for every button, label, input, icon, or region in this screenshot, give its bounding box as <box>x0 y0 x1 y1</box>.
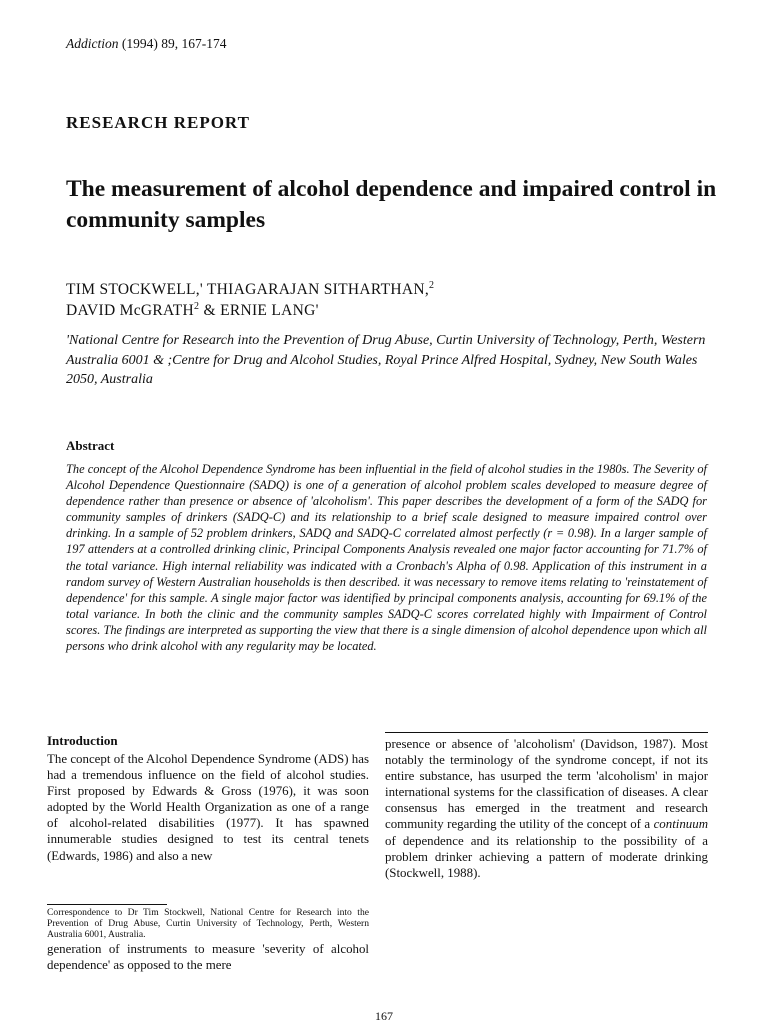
journal-citation <box>66 36 227 52</box>
author-line-1-text: TIM STOCKWELL,' THIAGARAJAN SITHARTHAN, <box>66 281 430 299</box>
introduction-heading: Introduction <box>47 733 118 748</box>
author-sup-2: 2 <box>194 301 200 313</box>
introduction-paragraph-left: The concept of the Alcohol Dependence Syndrome (ADS) has had a tremendous influence on the field of alcohol studies. First proposed by Edwards & Gross (1976), it was soon adopted by the World Health Organization as one of a range of alcohol-related disabilities (1977). It has spawned innumerable studies designed to test its central tenets (Edwards, 1986) and also a new <box>47 752 369 863</box>
abstract-heading: Abstract <box>66 438 115 453</box>
affiliation: 'National Centre for Research into the Prevention of Drug Abuse, Curtin University of Technology, Perth, Western Australia 6001 & ;Centre for Drug and Alcohol Studies, Royal Prince Alfred Hospital, Sydney, New South Wales 2050, Australia <box>66 333 706 387</box>
left-column <box>47 733 369 864</box>
page-number: 167 <box>375 1009 393 1023</box>
abstract-text: The concept of the Alcohol Dependence Syndrome has been influential in the field of alcohol studies in the 1980s. The Severity of Alcohol Dependence Questionnaire (SADQ) is one of a generation of alcohol problem scales developed to measure degree of dependence rather than presence or absence of 'alcoholism'. This paper describes the development of a form of the SADQ for community samples of drinkers (SADQ-C) and its relationship to a brief scale designed to measure impaired control over drinking. In a sample of 52 problem drinkers, SADQ and SADQ-C correlated almost perfectly (r = 0.98). In a larger sample of 197 attenders at a controlled drinking clinic, Principal Components Analysis revealed one major factor accounting for 71.7% of the total variance. High internal reliability was indicated with a Cronbach's Alpha of 0.98. Application of this instrument in a random survey of Western Australian households is then described. it was necessary to remove items relating to 'reinstatement of dependence' for this sample. A single major factor was identified by principal components analysis, accounting for 69.1% of the total variance. In both the clinic and the community samples SADQ-C scores correlated highly with Impairment of Control scores. The findings are interpreted as supporting the view that there is a single dimension of alcohol dependence upon which all persons who drink alcohol with any regularity may be located. <box>66 462 707 654</box>
introduction-continuation: generation of instruments to measure 'severity of alcohol dependence' as opposed to the mere <box>47 942 369 973</box>
right-text-post: of dependence and its relationship to the possibility of a problem drinker achieving a pattern of moderate drinking (Stockwell, 1988). <box>385 833 708 880</box>
author-list <box>66 277 434 319</box>
journal-volume-pages: (1994) 89, 167-174 <box>121 36 227 51</box>
right-column-rule <box>385 732 708 733</box>
paper-title: The measurement of alcohol dependence and impaired control in community samples <box>66 176 717 233</box>
footnote-rule <box>47 904 167 905</box>
right-column-paragraph <box>385 736 708 881</box>
right-text-emphasis: continuum <box>653 817 708 832</box>
author-line-2 <box>66 298 434 319</box>
author-sup-1: 2 <box>429 280 435 291</box>
section-label: RESEARCH REPORT <box>66 113 250 132</box>
author-line-2-text-b: & ERNIE LANG' <box>199 302 319 320</box>
author-line-1 <box>66 277 434 298</box>
right-text-pre: presence or absence of 'alcoholism' (Davidson, 1987). Most notably the terminology of the syndrome concept, if not its entire substance, has usurped the term 'alcoholism' in major international systems for the classification of diseases. A clear consensus has emerged in the treatment and research community regarding the utility of the concept of a <box>385 737 708 832</box>
author-line-2-text-a: DAVID McGRATH <box>66 302 195 320</box>
journal-name: Addiction <box>66 36 119 51</box>
correspondence-footnote: Correspondence to Dr Tim Stockwell, National Centre for Research into the Prevention of Drug Abuse, Curtin University of Technology, Perth, Western Australia 6001, Australia. <box>47 907 369 940</box>
